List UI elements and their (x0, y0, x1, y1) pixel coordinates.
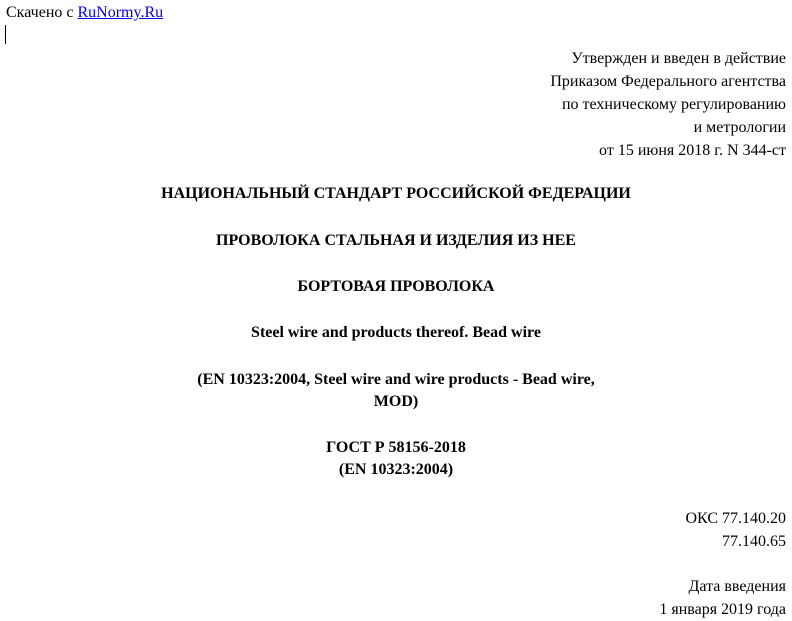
gost-number-text: ГОСТ Р 58156-2018 (326, 439, 466, 456)
approval-line: и метрологии (693, 119, 786, 136)
introduction-date: 1 января 2019 года (659, 601, 786, 618)
introduction-date-block (659, 575, 786, 621)
main-title-text: ПРОВОЛОКА СТАЛЬНАЯ И ИЗДЕЛИЯ ИЗ НЕЕ (216, 232, 576, 249)
runormy-link[interactable]: RuNormy.Ru (77, 4, 164, 21)
approval-line: от 15 июня 2018 г. N 344-ст (599, 142, 786, 159)
oks-block (686, 507, 787, 553)
approval-block (550, 47, 786, 162)
main-title-heading (0, 230, 792, 252)
oks-line: 77.140.65 (722, 533, 786, 550)
subtitle-text: БОРТОВАЯ ПРОВОЛОКА (297, 278, 495, 295)
subtitle-heading (0, 276, 792, 298)
download-source-line (6, 3, 163, 22)
english-title-text: Steel wire and products thereof. Bead wire (251, 324, 541, 341)
en-reference-line: (EN 10323:2004, Steel wire and wire products - Bead wire, (197, 371, 595, 388)
gost-number-block (0, 437, 792, 481)
introduction-label: Дата введения (688, 578, 786, 595)
en-reference-block (0, 369, 792, 413)
national-standard-heading (0, 183, 792, 205)
en-reference-line: MOD) (373, 393, 419, 410)
national-standard-text: НАЦИОНАЛЬНЫЙ СТАНДАРТ РОССИЙСКОЙ ФЕДЕРАЦИИ (161, 185, 631, 202)
oks-line: ОКС 77.140.20 (685, 510, 786, 527)
gost-en-text: (EN 10323:2004) (338, 461, 454, 478)
download-source-prefix: Скачено с (6, 4, 78, 21)
approval-line: по техническому регулированию (561, 96, 786, 113)
approval-line: Утвержден и введен в действие (571, 50, 786, 67)
english-title-heading (0, 322, 792, 344)
text-cursor (5, 25, 6, 44)
approval-line: Приказом Федерального агентства (550, 73, 786, 90)
